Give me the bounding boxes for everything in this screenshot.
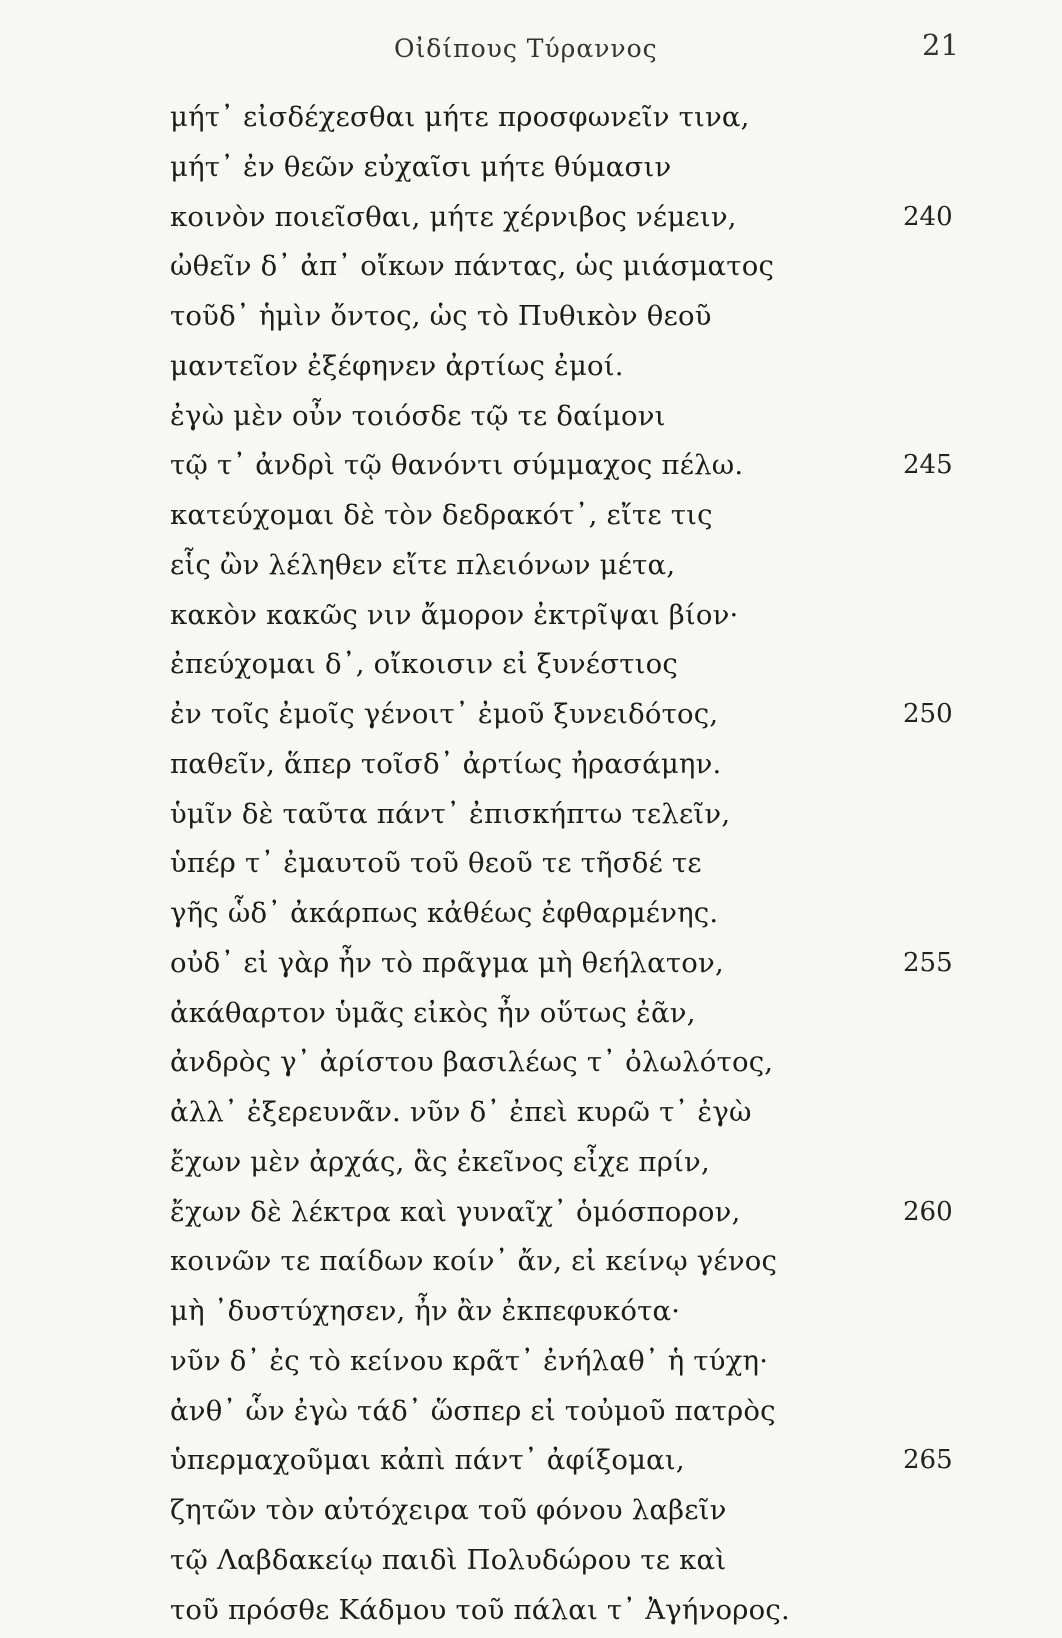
verse-line [170,93,970,143]
line-number: 265 [903,1445,953,1476]
verse-line [170,1337,970,1387]
verse-line [170,491,970,541]
verse-line-text: ἐπεύχομαι δ᾽, οἴκοισιν εἰ ξυνέστιος [170,648,678,681]
line-number: 245 [903,450,953,481]
verse-line [170,989,970,1039]
verse-line-text: μήτ᾽ ἐν θεῶν εὐχαῖσι μήτε θύμασιν [170,150,672,183]
verse-line [170,1088,970,1138]
verse-line-text: ἀνδρὸς γ᾽ ἀρίστου βασιλέως τ᾽ ὀλωλότος, [170,1046,774,1079]
verse-line-text: μήτ᾽ εἰσδέχεσθαι μήτε προσφωνεῖν τινα, [170,101,750,133]
verse-line-text: ἔχων δὲ λέκτρα καὶ γυναῖχ᾽ ὁμόσπορον, [170,1195,741,1228]
verse-line-text: τοῦ πρόσθε Κάδμου τοῦ πάλαι τ᾽ Ἀγήνορος. [170,1593,790,1626]
verse-line [170,690,970,740]
verse-line [170,1188,970,1238]
verse-line-text: οὐδ᾽ εἰ γὰρ ἦν τὸ πρᾶγμα μὴ θεήλατον, [170,946,724,979]
verse-line [170,1138,970,1188]
verse-line [170,1436,970,1486]
verse-line-text: κοινῶν τε παίδων κοίν᾽ ἄν, εἰ κείνῳ γένος [170,1245,778,1278]
verse-line-text: κοινὸν ποιεῖσθαι, μήτε χέρνιβος νέμειν, [170,200,737,233]
verse-line [170,392,970,442]
verse-line [170,790,970,840]
verse-line-text: ἐγὼ μὲν οὖν τοιόσδε τῷ τε δαίμονι [170,399,666,432]
verse-line [170,193,970,243]
verse-line [170,242,970,292]
verse-line-text: ὑμῖν δὲ ταῦτα πάντ᾽ ἐπισκήπτω τελεῖν, [170,797,731,830]
verse-line [170,1486,970,1536]
verse-line [170,541,970,591]
verse-line-text: κακὸν κακῶς νιν ἄμορον ἐκτρῖψαι βίον· [170,598,739,631]
verse-line [170,889,970,939]
verse-line-text: ὑπέρ τ᾽ ἐμαυτοῦ τοῦ θεοῦ τε τῆσδέ τε [170,847,702,880]
verse-block [170,93,970,1635]
verse-line-text: ὑπερμαχοῦμαι κἀπὶ πάντ᾽ ἀφίξομαι, [170,1444,685,1477]
verse-line [170,292,970,342]
verse-line [170,1536,970,1586]
verse-line [170,1038,970,1088]
verse-line [170,839,970,889]
verse-line-text: ἀκάθαρτον ὑμᾶς εἰκὸς ἦν οὕτως ἐᾶν, [170,996,696,1029]
verse-line-text: ἀνθ᾽ ὧν ἐγὼ τάδ᾽ ὥσπερ εἰ τοὐμοῦ πατρὸς [170,1394,776,1427]
line-number: 255 [903,947,953,978]
verse-line [170,1387,970,1437]
line-number: 240 [903,201,953,232]
verse-line-text: κατεύχομαι δὲ τὸν δεδρακότ᾽, εἴτε τις [170,499,713,531]
line-number: 250 [903,699,953,729]
verse-line-text: νῦν δ᾽ ἐς τὸ κείνου κρᾶτ᾽ ἐνήλαθ᾽ ἡ τύχη· [170,1344,769,1377]
verse-line-text: τῷ τ᾽ ἀνδρὶ τῷ θανόντι σύμμαχος πέλω. [170,449,744,482]
verse-line-text: ζητῶν τὸν αὐτόχειρα τοῦ φόνου λαβεῖν [170,1494,727,1526]
verse-line-text: ἐν τοῖς ἐμοῖς γένοιτ᾽ ἐμοῦ ξυνειδότος, [170,698,719,730]
verse-line [170,342,970,392]
verse-line-text: γῆς ὧδ᾽ ἀκάρπως κἀθέως ἐφθαρμένης. [170,897,719,929]
verse-line [170,143,970,193]
page-number: 21 [922,28,959,62]
verse-line [170,640,970,690]
verse-line-text: τῷ Λαβδακείῳ παιδὶ Πολυδώρου τε καὶ [170,1543,727,1576]
verse-line [170,939,970,989]
verse-line [170,740,970,790]
verse-line-text: ἔχων μὲν ἀρχάς, ἃς ἐκεῖνος εἶχε πρίν, [170,1145,710,1178]
verse-line-text: μαντεῖον ἐξέφηνεν ἀρτίως ἐμοί. [170,349,624,382]
line-number: 260 [903,1196,953,1227]
verse-line [170,1237,970,1287]
verse-line [170,441,970,491]
verse-line-text: εἷς ὢν λέληθεν εἴτε πλειόνων μέτα, [170,548,676,581]
verse-line-text: τοῦδ᾽ ἡμὶν ὄντος, ὡς τὸ Πυθικὸν θεοῦ [170,300,712,332]
verse-line-text: παθεῖν, ἅπερ τοῖσδ᾽ ἀρτίως ἠρασάμην. [170,747,722,780]
verse-line [170,591,970,641]
running-head [0,26,1062,66]
verse-line-text: ἀλλ᾽ ἐξερευνᾶν. νῦν δ᾽ ἐπεὶ κυρῶ τ᾽ ἐγὼ [170,1096,752,1128]
running-title: Οἰδίπους Τύραννος [394,34,658,63]
verse-line-text: ὠθεῖν δ᾽ ἀπ᾽ οἴκων πάντας, ὡς μιάσματος [170,250,775,283]
verse-line [170,1586,970,1636]
verse-line-text: μὴ ᾽δυστύχησεν, ἦν ἂν ἐκπεφυκότα· [170,1295,681,1327]
verse-line [170,1287,970,1337]
